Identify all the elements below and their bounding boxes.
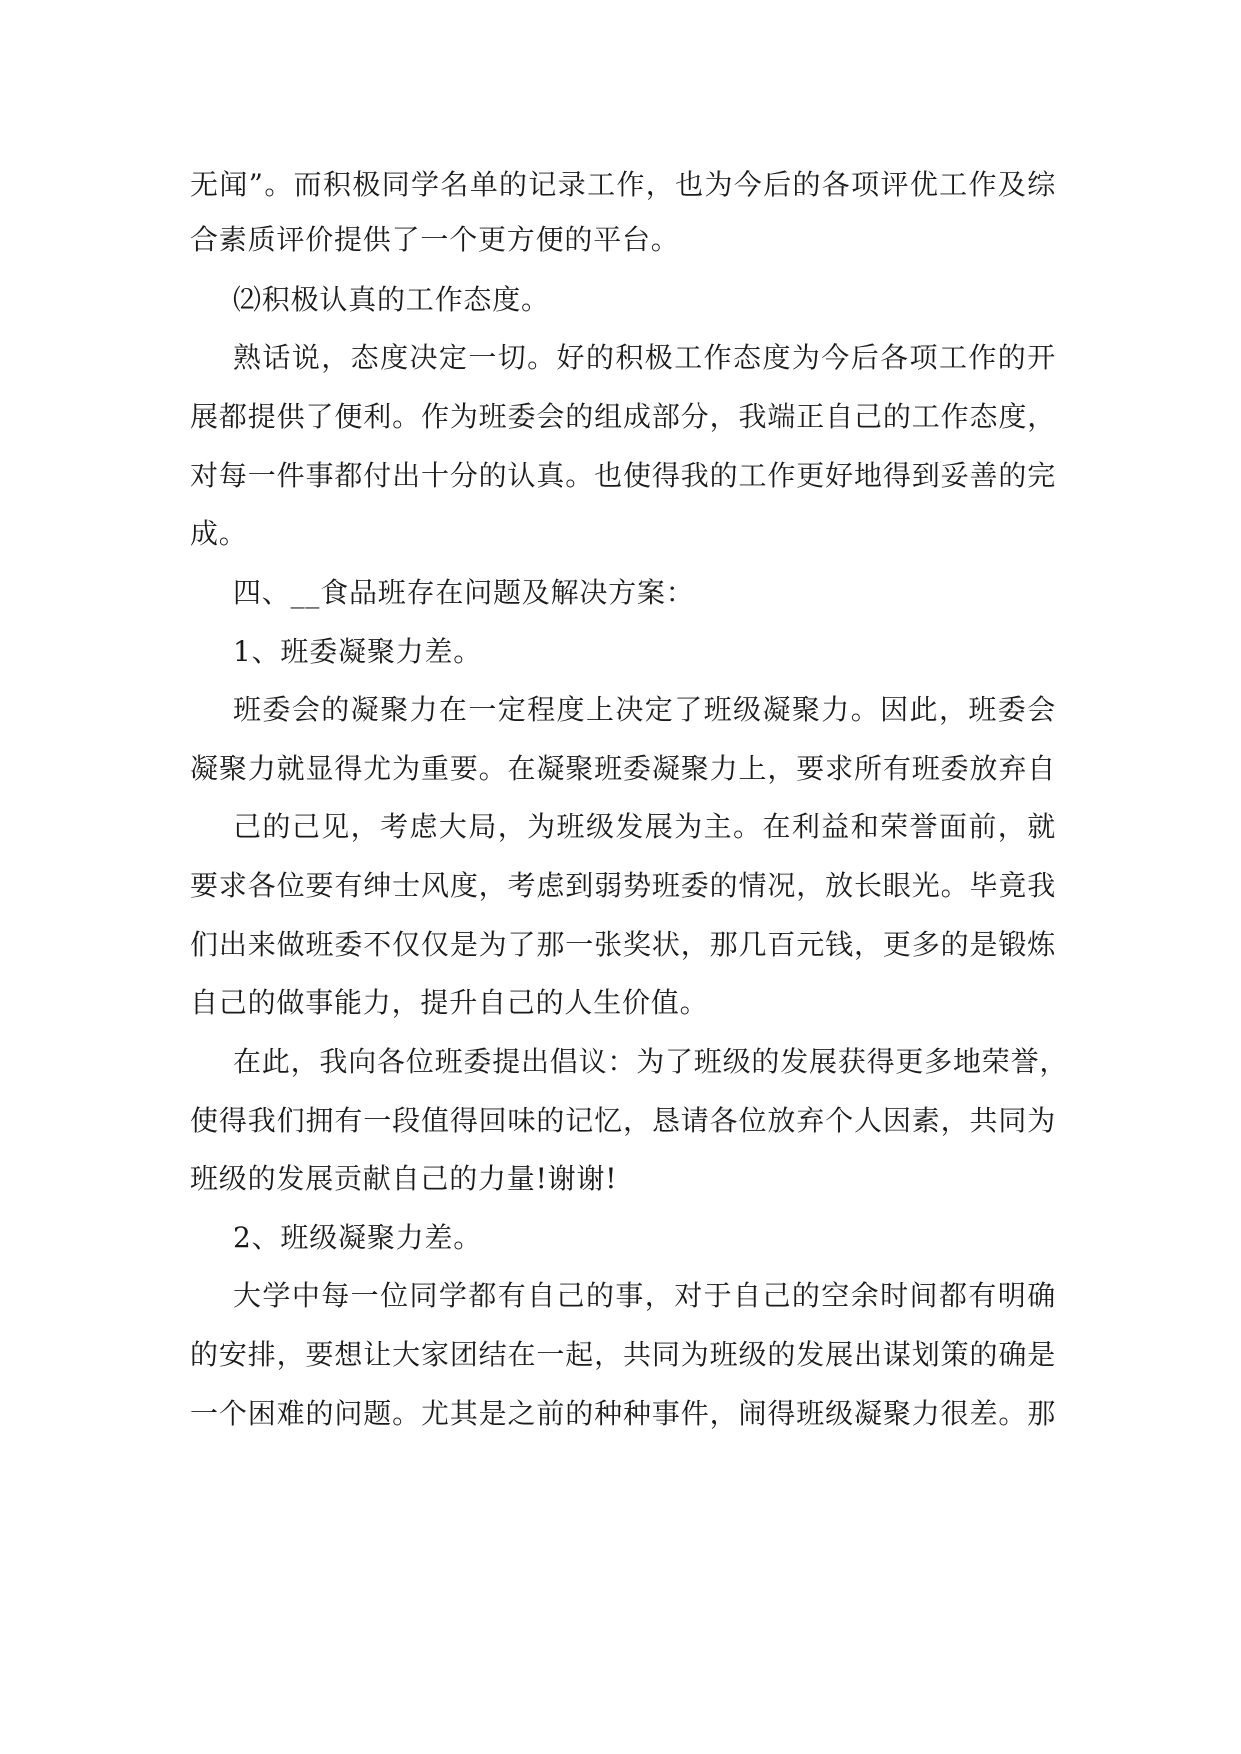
text-line: 大学中每一位同学都有自己的事，对于自己的空余时间都有明确 [233, 1279, 1056, 1312]
text-line: 己的己见，考虑大局，为班级发展为主。在利益和荣誉面前，就 [233, 810, 1056, 843]
text-line: 们出来做班委不仅仅是为了那一张奖状，那几百元钱，更多的是锻炼 [190, 928, 1056, 961]
text-line: 成。 [190, 517, 248, 550]
text-line: 班委会的凝聚力在一定程度上决定了班级凝聚力。因此，班委会 [233, 693, 1056, 726]
text-line: 对每一件事都付出十分的认真。也使得我的工作更好地得到妥善的完 [190, 459, 1056, 492]
text-line: 一个困难的问题。尤其是之前的种种事件，闹得班级凝聚力很差。那 [190, 1397, 1056, 1430]
text-line: 要求各位要有绅士风度，考虑到弱势班委的情况，放长眼光。毕竟我 [190, 869, 1056, 902]
text-line: 合素质评价提供了一个更方便的平台。 [190, 223, 680, 256]
text-line: 自己的做事能力，提升自己的人生价值。 [190, 986, 709, 1019]
text-line: 展都提供了便利。作为班委会的组成部分，我端正自己的工作态度， [190, 400, 1056, 433]
text-line: 1、班委凝聚力差。 [233, 635, 483, 668]
text-line: 的安排，要想让大家团结在一起，共同为班级的发展出谋划策的确是 [190, 1338, 1056, 1371]
text-line: ⑵积极认真的工作态度。 [233, 283, 550, 316]
text-line: 2、班级凝聚力差。 [233, 1221, 483, 1254]
text-line: 在此，我向各位班委提出倡议：为了班级的发展获得更多地荣誉， [233, 1045, 1069, 1078]
text-line: 四、__食品班存在问题及解决方案： [233, 576, 695, 609]
text-line: 使得我们拥有一段值得回味的记忆，恳请各位放弃个人因素，共同为 [190, 1104, 1056, 1137]
text-line: 班级的发展贡献自己的力量!谢谢! [190, 1162, 618, 1195]
text-line: 无闻”。而积极同学名单的记录工作，也为今后的各项评优工作及综 [190, 168, 1056, 201]
text-line: 熟话说，态度决定一切。好的积极工作态度为今后各项工作的开 [233, 341, 1056, 374]
text-line: 凝聚力就显得尤为重要。在凝聚班委凝聚力上，要求所有班委放弃自 [190, 752, 1056, 785]
